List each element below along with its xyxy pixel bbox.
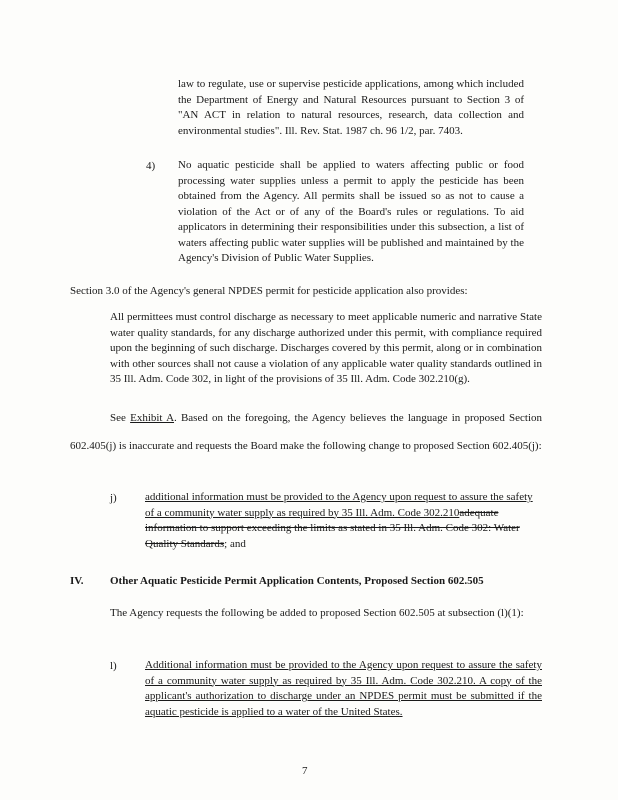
page-number: 7 (302, 765, 308, 777)
section-iv-numeral: IV. (70, 575, 84, 587)
exhibit-paragraph-rest: . Based on the foregoing, the Agency believes the language in proposed Section 602.405(j) is inaccurate and requests the Board make the following change to proposed Section 602.405(j): (70, 412, 543, 452)
item-l-text: Additional information must be provided to the Agency upon request to assure the safety of a community water supply as required by 35 Ill. Adm. Code 302.210. A copy of the applicant's authorization to discharge under an NPDES permit must be submitted if the aquatic pesticide is applied to a water of the United States. (145, 659, 542, 718)
exhibit-a-link[interactable]: Exhibit A (130, 412, 175, 424)
item-j-added-text: additional information must be provided to the Agency upon request to assure the safety of a community water supply as required by 35 Ill. Adm. Code 302.210 (145, 491, 533, 519)
exhibit-paragraph (70, 405, 542, 460)
item-4-number: 4) (146, 160, 156, 172)
section-3-quote: All permittees must control discharge as necessary to meet applicable numeric and narrative State water quality standards, for any discharge authorized under this permit, with compliance required upon the beginning of such discharge. Discharges covered by this permit, along or in combination with other sources shall not cause a violation of any applicable water quality standards outlined in 35 Ill. Adm. Code 302, in light of the provisions of 35 Ill. Adm. Code 302.210(g). (110, 311, 542, 385)
quote-continuation: law to regulate, use or supervise pesticide applications, among which included the Department of Energy and Natural Resources pursuant to Section 3 of "AN ACT in relation to natural resources, research, data collection and environmental studies". Ill. Rev. Stat. 1987 ch. 96 1/2, par. 7403. (178, 78, 524, 137)
see-text: See (110, 412, 126, 424)
item-j-label: j) (110, 492, 117, 504)
section-iv-heading: Other Aquatic Pesticide Permit Application Contents, Proposed Section 602.505 (110, 575, 484, 587)
item-l-label: l) (110, 660, 117, 672)
item-j-tail: ; and (224, 537, 246, 550)
request-paragraph: The Agency requests the following be added to proposed Section 602.505 at subsection (l)(1): (110, 607, 524, 619)
item-j-deleted-text: adequate information to support exceeding the limits as stated in 35 Ill. Adm. Code 302: Water Quality Standards (145, 506, 520, 550)
item-4-text: No aquatic pesticide shall be applied to waters affecting public or food processing water supplies unless a permit to apply the pesticide has been obtained from the Agency. All permits shall be issued so as not to cause a violation of the Act or of any of the Board's rules or regulations. To aid applicators in determining their responsibilities under this subsection, a list of waters affecting public water supplies will be published and maintained by the Agency's Division of Public Water Supplies. (178, 159, 524, 264)
section-3-intro: Section 3.0 of the Agency's general NPDES permit for pesticide application also provides: (70, 285, 468, 297)
item-j-text (145, 490, 542, 552)
